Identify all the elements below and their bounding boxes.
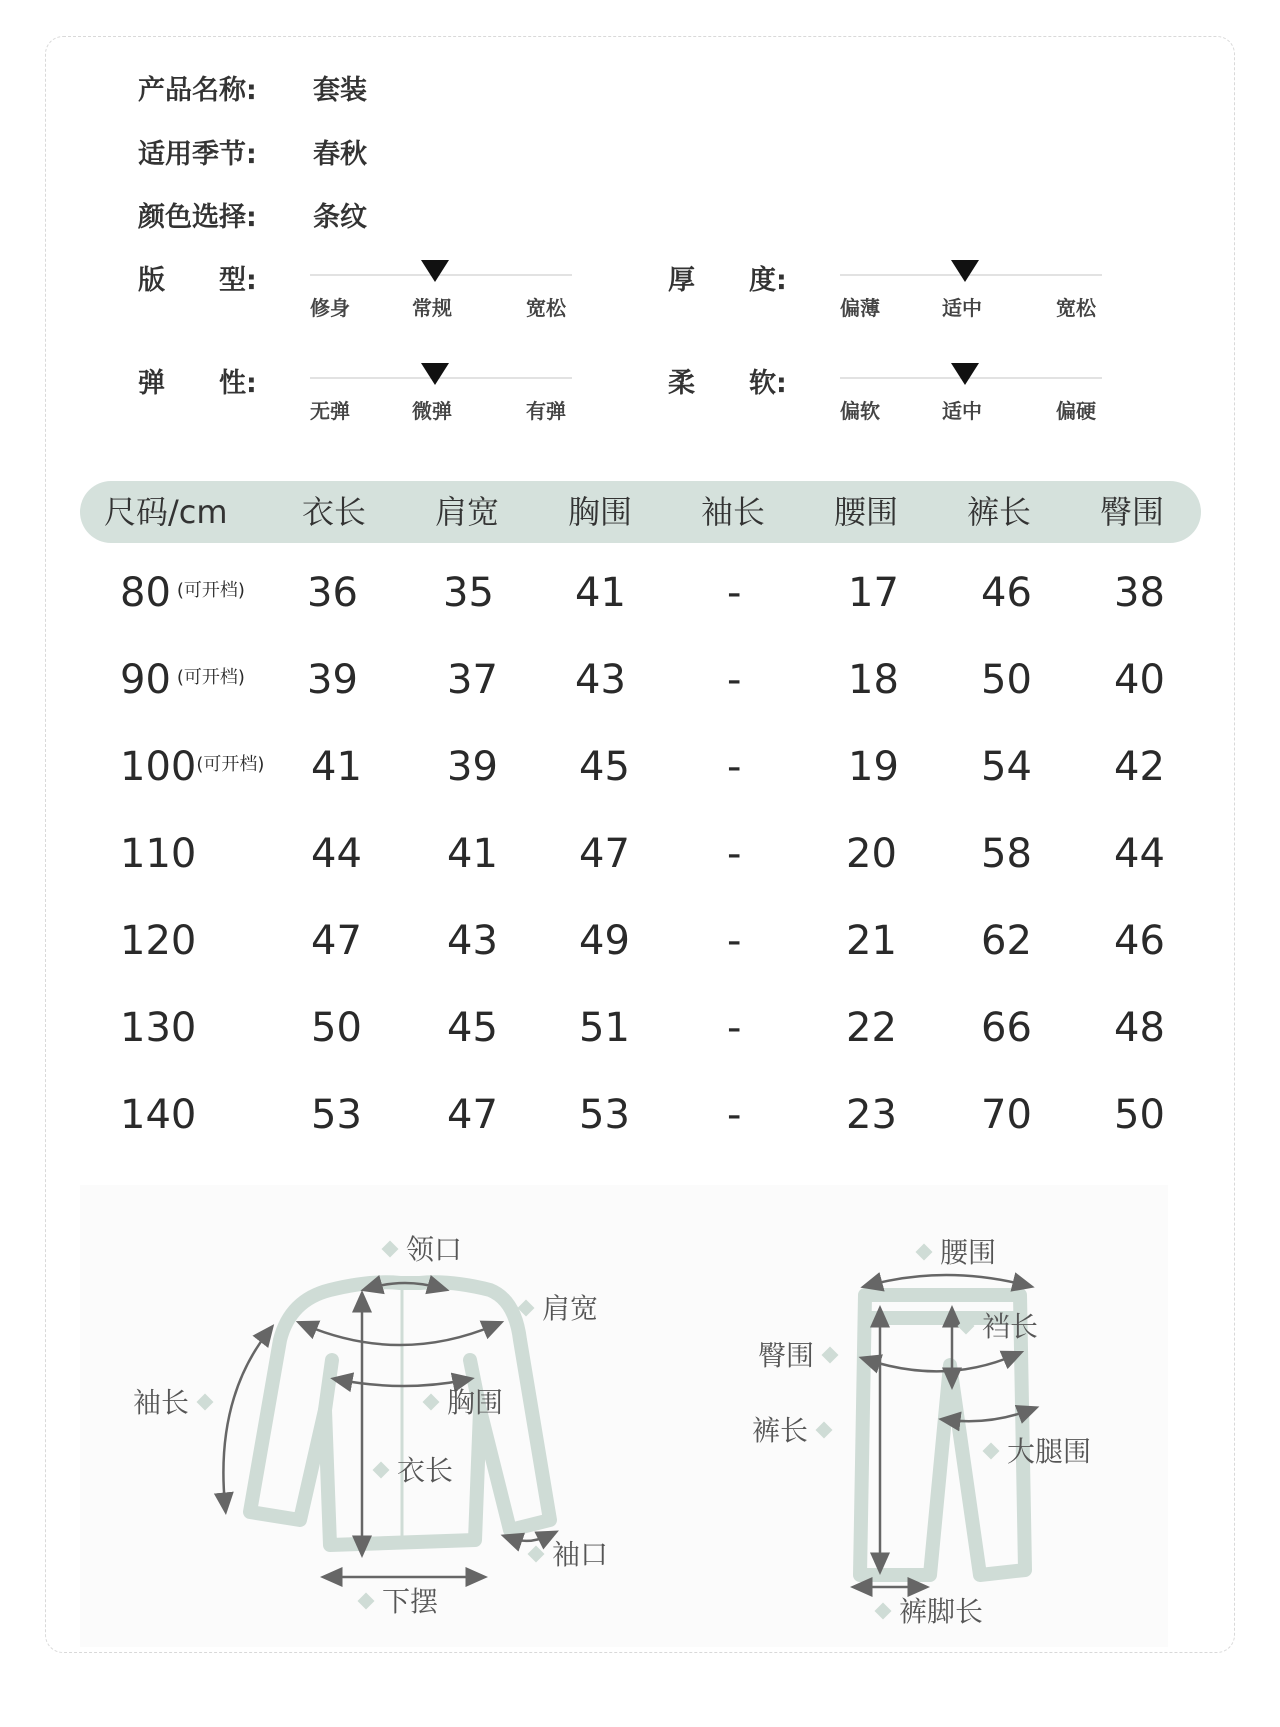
value-cell: 39 <box>307 657 358 703</box>
value-cell: 17 <box>848 570 899 616</box>
value-cell: - <box>727 657 742 703</box>
value-cell: 50 <box>311 1005 362 1051</box>
value-cell: 66 <box>981 1005 1032 1051</box>
value-cell: 19 <box>848 744 899 790</box>
season-label: 适用季节: <box>138 139 257 170</box>
value-cell: 44 <box>1114 831 1165 877</box>
diamond-icon <box>822 1347 839 1364</box>
value-cell: - <box>727 1005 742 1051</box>
value-cell: 41 <box>447 831 498 877</box>
value-cell: 49 <box>579 918 630 964</box>
value-cell: 54 <box>981 744 1032 790</box>
value-cell: 47 <box>447 1092 498 1138</box>
product-name-label: 产品名称: <box>138 75 257 106</box>
header-length: 衣长 <box>302 493 367 531</box>
value-cell: 38 <box>1114 570 1165 616</box>
diamond-icon <box>423 1394 440 1411</box>
value-cell: 36 <box>307 570 358 616</box>
size-cell: 120 <box>120 918 197 964</box>
value-cell: 40 <box>1114 657 1165 703</box>
softness-option: 偏硬 <box>1056 399 1096 423</box>
value-cell: 51 <box>579 1005 630 1051</box>
thickness-option: 偏薄 <box>840 296 880 320</box>
value-cell: 50 <box>981 657 1032 703</box>
top-garment-outline <box>250 1282 550 1545</box>
season-value: 春秋 <box>313 139 367 170</box>
color-label: 颜色选择: <box>138 202 257 233</box>
size-cell: 90 (可开档) <box>120 657 245 703</box>
diamond-icon <box>373 1462 390 1479</box>
softness-option: 偏软 <box>840 399 880 423</box>
label-rise: 裆长 <box>960 1305 1038 1345</box>
label-collar: 领口 <box>384 1228 462 1268</box>
fit-option: 修身 <box>310 296 350 320</box>
value-cell: 70 <box>981 1092 1032 1138</box>
size-cell: 140 <box>120 1092 197 1138</box>
value-cell: 46 <box>1114 918 1165 964</box>
value-cell: 41 <box>311 744 362 790</box>
label-hip: 臀围 <box>758 1334 846 1374</box>
label-pants-length: 裤长 <box>752 1409 840 1449</box>
value-cell: - <box>727 744 742 790</box>
value-cell: 43 <box>447 918 498 964</box>
size-cell: 110 <box>120 831 197 877</box>
label-sleeve-length: 袖长 <box>133 1381 221 1421</box>
value-cell: 43 <box>575 657 626 703</box>
label-shoulder: 肩宽 <box>520 1287 598 1327</box>
product-name-value: 套装 <box>313 75 367 106</box>
value-cell: - <box>727 1092 742 1138</box>
value-cell: 45 <box>447 1005 498 1051</box>
diamond-icon <box>528 1546 545 1563</box>
label-thigh: 大腿围 <box>985 1430 1091 1470</box>
label-hem: 下摆 <box>360 1580 438 1620</box>
header-pants-length: 裤长 <box>967 493 1032 531</box>
size-cell: 80 (可开档) <box>120 570 245 616</box>
value-cell: 21 <box>846 918 897 964</box>
value-cell: 37 <box>447 657 498 703</box>
value-cell: 47 <box>311 918 362 964</box>
size-cell: 130 <box>120 1005 197 1051</box>
header-hip: 臀围 <box>1100 493 1165 531</box>
header-chest: 胸围 <box>568 493 633 531</box>
header-waist: 腰围 <box>834 493 899 531</box>
value-cell: 58 <box>981 831 1032 877</box>
diamond-icon <box>358 1593 375 1610</box>
value-cell: 46 <box>981 570 1032 616</box>
fit-option: 宽松 <box>526 296 566 320</box>
diamond-icon <box>916 1244 933 1261</box>
elasticity-option: 微弹 <box>412 399 452 423</box>
value-cell: 48 <box>1114 1005 1165 1051</box>
diamond-icon <box>518 1300 535 1317</box>
value-cell: 20 <box>846 831 897 877</box>
value-cell: 41 <box>575 570 626 616</box>
diamond-icon <box>875 1603 892 1620</box>
value-cell: 22 <box>846 1005 897 1051</box>
value-cell: - <box>727 918 742 964</box>
value-cell: 35 <box>443 570 494 616</box>
label-leg-opening: 裤脚长 <box>877 1590 983 1630</box>
value-cell: - <box>727 570 742 616</box>
value-cell: 45 <box>579 744 630 790</box>
color-value: 条纹 <box>313 202 367 233</box>
diamond-icon <box>983 1443 1000 1460</box>
header-sleeve: 袖长 <box>701 493 766 531</box>
label-cuff: 袖口 <box>530 1533 608 1573</box>
value-cell: 47 <box>579 831 630 877</box>
value-cell: 42 <box>1114 744 1165 790</box>
label-chest: 胸围 <box>425 1381 503 1421</box>
value-cell: 53 <box>311 1092 362 1138</box>
elasticity-option: 无弹 <box>310 399 350 423</box>
size-cell: 100(可开档) <box>120 744 265 790</box>
value-cell: 62 <box>981 918 1032 964</box>
thickness-option: 宽松 <box>1056 296 1096 320</box>
softness-option: 适中 <box>942 399 982 423</box>
value-cell: 44 <box>311 831 362 877</box>
diamond-icon <box>197 1394 214 1411</box>
header-shoulder: 肩宽 <box>435 493 500 531</box>
value-cell: 23 <box>846 1092 897 1138</box>
header-size: 尺码/cm <box>104 493 228 531</box>
value-cell: 50 <box>1114 1092 1165 1138</box>
value-cell: 18 <box>848 657 899 703</box>
label-waist: 腰围 <box>918 1231 996 1271</box>
value-cell: - <box>727 831 742 877</box>
diamond-icon <box>958 1318 975 1335</box>
label-body-length: 衣长 <box>375 1449 453 1489</box>
elasticity-option: 有弹 <box>526 399 566 423</box>
fit-option: 常规 <box>412 296 452 320</box>
diamond-icon <box>816 1422 833 1439</box>
value-cell: 53 <box>579 1092 630 1138</box>
diamond-icon <box>382 1241 399 1258</box>
value-cell: 39 <box>447 744 498 790</box>
thickness-option: 适中 <box>942 296 982 320</box>
